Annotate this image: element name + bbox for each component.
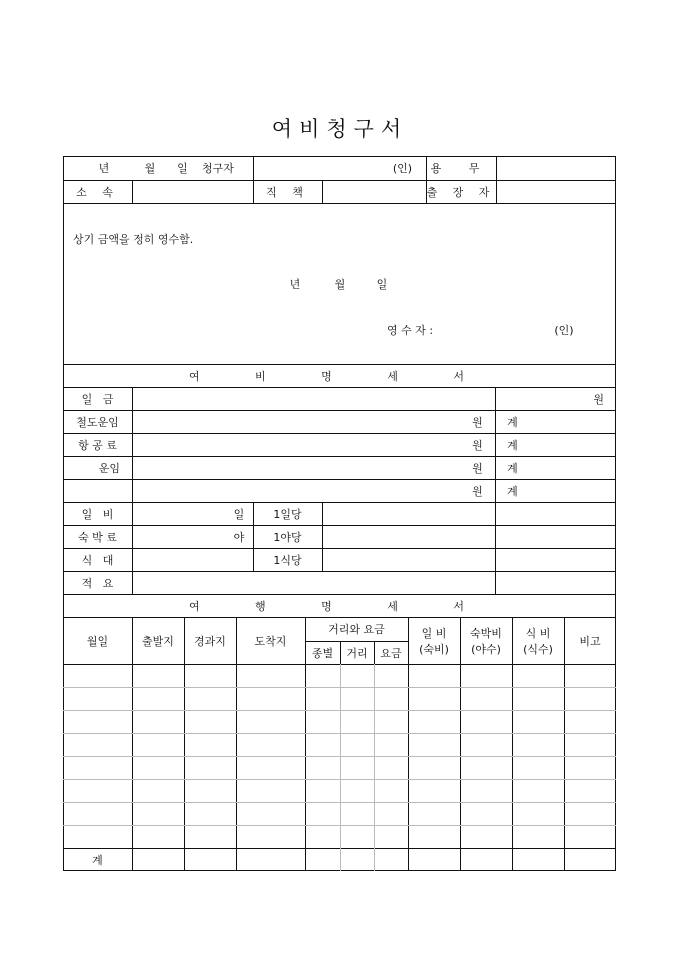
col-distance: 거리 bbox=[346, 646, 368, 660]
fare-total-field[interactable] bbox=[530, 479, 616, 502]
table-cell[interactable] bbox=[63, 779, 132, 802]
claimant-seal-mark: (인) bbox=[392, 162, 413, 175]
table-cell[interactable] bbox=[460, 733, 512, 756]
expense-row-label: 항 공 료 bbox=[78, 438, 117, 452]
table-cell[interactable] bbox=[340, 710, 374, 733]
table-cell[interactable] bbox=[512, 825, 564, 848]
table-cell[interactable] bbox=[512, 733, 564, 756]
table-cell[interactable] bbox=[460, 802, 512, 825]
col-daily-allowance-sub: (숙비) bbox=[419, 643, 449, 656]
table-cell[interactable] bbox=[512, 756, 564, 779]
table-cell[interactable] bbox=[408, 687, 460, 710]
itinerary-total-cell[interactable] bbox=[305, 848, 340, 871]
table-cell[interactable] bbox=[374, 756, 408, 779]
itinerary-total-cell[interactable] bbox=[340, 848, 374, 871]
table-cell[interactable] bbox=[512, 802, 564, 825]
quantity-field[interactable] bbox=[132, 548, 225, 571]
itinerary-total-label: 계 bbox=[92, 853, 103, 867]
table-cell[interactable] bbox=[132, 779, 184, 802]
table-cell[interactable] bbox=[236, 664, 305, 687]
table-cell[interactable] bbox=[340, 756, 374, 779]
expense-row-label: 적 요 bbox=[81, 576, 114, 590]
fare-amount-field[interactable] bbox=[132, 410, 460, 433]
table-cell[interactable] bbox=[564, 825, 616, 848]
table-cell[interactable] bbox=[340, 664, 374, 687]
table-cell[interactable] bbox=[374, 687, 408, 710]
expense-row-label: 식 대 bbox=[81, 553, 114, 567]
table-cell[interactable] bbox=[512, 779, 564, 802]
col-meals: 식 비 bbox=[525, 626, 551, 640]
rule-line bbox=[63, 203, 616, 204]
itinerary-total-cell[interactable] bbox=[236, 848, 305, 871]
table-cell[interactable] bbox=[184, 779, 236, 802]
receipt-date-year: 년 bbox=[289, 278, 301, 291]
table-cell[interactable] bbox=[374, 779, 408, 802]
col-remarks: 비고 bbox=[579, 634, 601, 648]
col-daily-allowance: 일 비 bbox=[421, 626, 447, 640]
table-cell[interactable] bbox=[132, 733, 184, 756]
quantity-unit: 야 bbox=[233, 530, 245, 544]
document-title: 여비청구서 bbox=[271, 117, 409, 141]
table-cell[interactable] bbox=[564, 710, 616, 733]
table-cell[interactable] bbox=[408, 779, 460, 802]
table-cell[interactable] bbox=[63, 687, 132, 710]
col-lodging: 숙박비 bbox=[470, 626, 502, 640]
col-meals-sub: (식수) bbox=[523, 643, 553, 656]
col-fare-type: 종별 bbox=[311, 646, 334, 660]
table-cell[interactable] bbox=[305, 756, 340, 779]
table-cell[interactable] bbox=[564, 664, 616, 687]
table-cell[interactable] bbox=[305, 687, 340, 710]
date-day-label: 일 bbox=[177, 162, 188, 175]
table-cell[interactable] bbox=[374, 710, 408, 733]
col-lodging-sub: (야수) bbox=[471, 643, 501, 656]
itinerary-total-cell[interactable] bbox=[512, 848, 564, 871]
position-label: 직 책 bbox=[266, 185, 309, 199]
table-cell[interactable] bbox=[564, 779, 616, 802]
date-year-label: 년 bbox=[98, 162, 110, 175]
quantity-field[interactable] bbox=[132, 502, 225, 525]
table-cell[interactable] bbox=[236, 733, 305, 756]
table-cell[interactable] bbox=[63, 756, 132, 779]
quantity-unit: 일 bbox=[233, 507, 245, 521]
table-cell[interactable] bbox=[184, 802, 236, 825]
rate-subtotal-field[interactable] bbox=[495, 525, 616, 548]
expense-row-label: 일 금 bbox=[81, 392, 114, 406]
itinerary-total-cell[interactable] bbox=[374, 848, 408, 871]
col-fare-group: 거리와 요금 bbox=[328, 623, 385, 636]
table-cell[interactable] bbox=[305, 664, 340, 687]
table-cell[interactable] bbox=[374, 733, 408, 756]
claimant-name-field[interactable] bbox=[253, 156, 385, 180]
table-cell[interactable] bbox=[132, 756, 184, 779]
table-cell[interactable] bbox=[374, 802, 408, 825]
table-cell[interactable] bbox=[132, 802, 184, 825]
table-cell[interactable] bbox=[305, 802, 340, 825]
position-field[interactable] bbox=[322, 180, 426, 203]
table-cell[interactable] bbox=[460, 664, 512, 687]
expense-row-label: 철도운임 bbox=[76, 415, 119, 429]
expense-row-label-blank[interactable] bbox=[63, 479, 132, 502]
table-cell[interactable] bbox=[460, 687, 512, 710]
expense-section-title: 여 비 명 세 서 bbox=[188, 369, 491, 383]
rate-amount-field[interactable] bbox=[322, 502, 495, 525]
table-cell[interactable] bbox=[132, 687, 184, 710]
table-cell[interactable] bbox=[564, 756, 616, 779]
table-cell[interactable] bbox=[564, 733, 616, 756]
receipt-date-day: 일 bbox=[376, 278, 388, 291]
col-departure: 출발지 bbox=[142, 634, 174, 648]
table-cell[interactable] bbox=[512, 687, 564, 710]
table-cell[interactable] bbox=[460, 756, 512, 779]
table-cell[interactable] bbox=[512, 710, 564, 733]
fare-amount-unit: 원 bbox=[472, 438, 483, 452]
table-cell[interactable] bbox=[340, 733, 374, 756]
receiver-name-field[interactable] bbox=[440, 318, 548, 342]
purpose-field[interactable] bbox=[496, 156, 616, 180]
fare-amount-unit: 원 bbox=[472, 415, 483, 429]
rate-label: 1식당 bbox=[273, 553, 302, 567]
table-cell[interactable] bbox=[374, 825, 408, 848]
table-cell[interactable] bbox=[132, 664, 184, 687]
table-cell[interactable] bbox=[184, 710, 236, 733]
itinerary-section-title: 여 행 명 세 서 bbox=[188, 599, 491, 613]
itinerary-total-cell[interactable] bbox=[460, 848, 512, 871]
table-cell[interactable] bbox=[408, 825, 460, 848]
rate-subtotal-field[interactable] bbox=[495, 548, 616, 571]
table-cell[interactable] bbox=[184, 733, 236, 756]
itinerary-total-cell[interactable] bbox=[564, 848, 616, 871]
table-cell[interactable] bbox=[184, 687, 236, 710]
fare-total-field[interactable] bbox=[530, 456, 616, 479]
table-cell[interactable] bbox=[236, 779, 305, 802]
itinerary-total-cell[interactable] bbox=[184, 848, 236, 871]
table-cell[interactable] bbox=[63, 710, 132, 733]
table-cell[interactable] bbox=[340, 779, 374, 802]
receipt-statement: 상기 금액을 정히 영수함. bbox=[73, 233, 194, 246]
table-cell[interactable] bbox=[460, 779, 512, 802]
summary-field[interactable] bbox=[132, 571, 495, 594]
total-amount-field[interactable] bbox=[132, 387, 495, 410]
table-cell[interactable] bbox=[340, 802, 374, 825]
col-via: 경과지 bbox=[194, 634, 226, 648]
table-cell[interactable] bbox=[63, 825, 132, 848]
rate-amount-field[interactable] bbox=[322, 548, 495, 571]
table-cell[interactable] bbox=[236, 756, 305, 779]
rate-subtotal-field[interactable] bbox=[495, 502, 616, 525]
table-cell[interactable] bbox=[408, 710, 460, 733]
fare-total-label: 계 bbox=[507, 438, 518, 452]
receiver-seal-mark: (인) bbox=[554, 324, 574, 337]
date-month-label: 월 bbox=[144, 162, 156, 175]
table-cell[interactable] bbox=[63, 733, 132, 756]
table-cell[interactable] bbox=[564, 802, 616, 825]
table-cell[interactable] bbox=[236, 687, 305, 710]
claimant-label: 청구자 bbox=[202, 162, 234, 175]
table-cell[interactable] bbox=[408, 664, 460, 687]
table-cell[interactable] bbox=[63, 664, 132, 687]
quantity-field[interactable] bbox=[132, 525, 225, 548]
col-date: 월일 bbox=[86, 634, 109, 648]
table-cell[interactable] bbox=[132, 825, 184, 848]
table-cell[interactable] bbox=[408, 756, 460, 779]
fare-amount-field[interactable] bbox=[132, 456, 460, 479]
fare-total-label: 계 bbox=[507, 415, 518, 429]
fare-total-label: 계 bbox=[507, 461, 518, 475]
receipt-date-month: 월 bbox=[334, 278, 346, 291]
table-cell[interactable] bbox=[460, 710, 512, 733]
table-cell[interactable] bbox=[63, 802, 132, 825]
table-cell[interactable] bbox=[340, 825, 374, 848]
traveler-label: 출 장 자 bbox=[426, 185, 496, 199]
table-cell[interactable] bbox=[184, 825, 236, 848]
table-cell[interactable] bbox=[132, 710, 184, 733]
table-cell[interactable] bbox=[460, 825, 512, 848]
traveler-field[interactable] bbox=[496, 180, 616, 203]
table-cell[interactable] bbox=[374, 664, 408, 687]
expense-row-label: 일 비 bbox=[81, 507, 114, 521]
table-cell[interactable] bbox=[184, 664, 236, 687]
table-cell[interactable] bbox=[305, 779, 340, 802]
table-cell[interactable] bbox=[305, 825, 340, 848]
table-cell[interactable] bbox=[305, 710, 340, 733]
table-cell[interactable] bbox=[564, 687, 616, 710]
fare-total-field[interactable] bbox=[530, 433, 616, 456]
fare-amount-field[interactable] bbox=[132, 433, 460, 456]
expense-row-label: 운임 bbox=[98, 461, 120, 475]
table-cell[interactable] bbox=[305, 733, 340, 756]
rate-label: 1일당 bbox=[273, 507, 302, 521]
table-cell[interactable] bbox=[236, 710, 305, 733]
table-cell[interactable] bbox=[340, 687, 374, 710]
fare-amount-field[interactable] bbox=[132, 479, 460, 502]
total-amount-unit: 원 bbox=[593, 392, 604, 406]
table-cell[interactable] bbox=[512, 664, 564, 687]
table-cell[interactable] bbox=[408, 802, 460, 825]
table-cell[interactable] bbox=[184, 756, 236, 779]
itinerary-total-cell[interactable] bbox=[408, 848, 460, 871]
fare-total-field[interactable] bbox=[530, 410, 616, 433]
rate-label: 1야당 bbox=[273, 530, 302, 544]
table-cell[interactable] bbox=[408, 733, 460, 756]
receiver-label: 영 수 자 : bbox=[386, 324, 434, 337]
fare-amount-unit: 원 bbox=[472, 461, 483, 475]
itinerary-total-cell[interactable] bbox=[132, 848, 184, 871]
table-cell[interactable] bbox=[236, 802, 305, 825]
col-fare: 요금 bbox=[380, 646, 402, 660]
purpose-label: 용 무 bbox=[430, 162, 492, 175]
expense-row-label: 숙 박 료 bbox=[78, 530, 117, 544]
rate-amount-field[interactable] bbox=[322, 525, 495, 548]
table-cell[interactable] bbox=[236, 825, 305, 848]
fare-total-label: 계 bbox=[507, 484, 518, 498]
summary-extra-field[interactable] bbox=[495, 571, 616, 594]
department-field[interactable] bbox=[132, 180, 253, 203]
col-arrival: 도착지 bbox=[254, 634, 287, 648]
fare-amount-unit: 원 bbox=[472, 484, 483, 498]
department-label: 소 속 bbox=[76, 185, 119, 199]
